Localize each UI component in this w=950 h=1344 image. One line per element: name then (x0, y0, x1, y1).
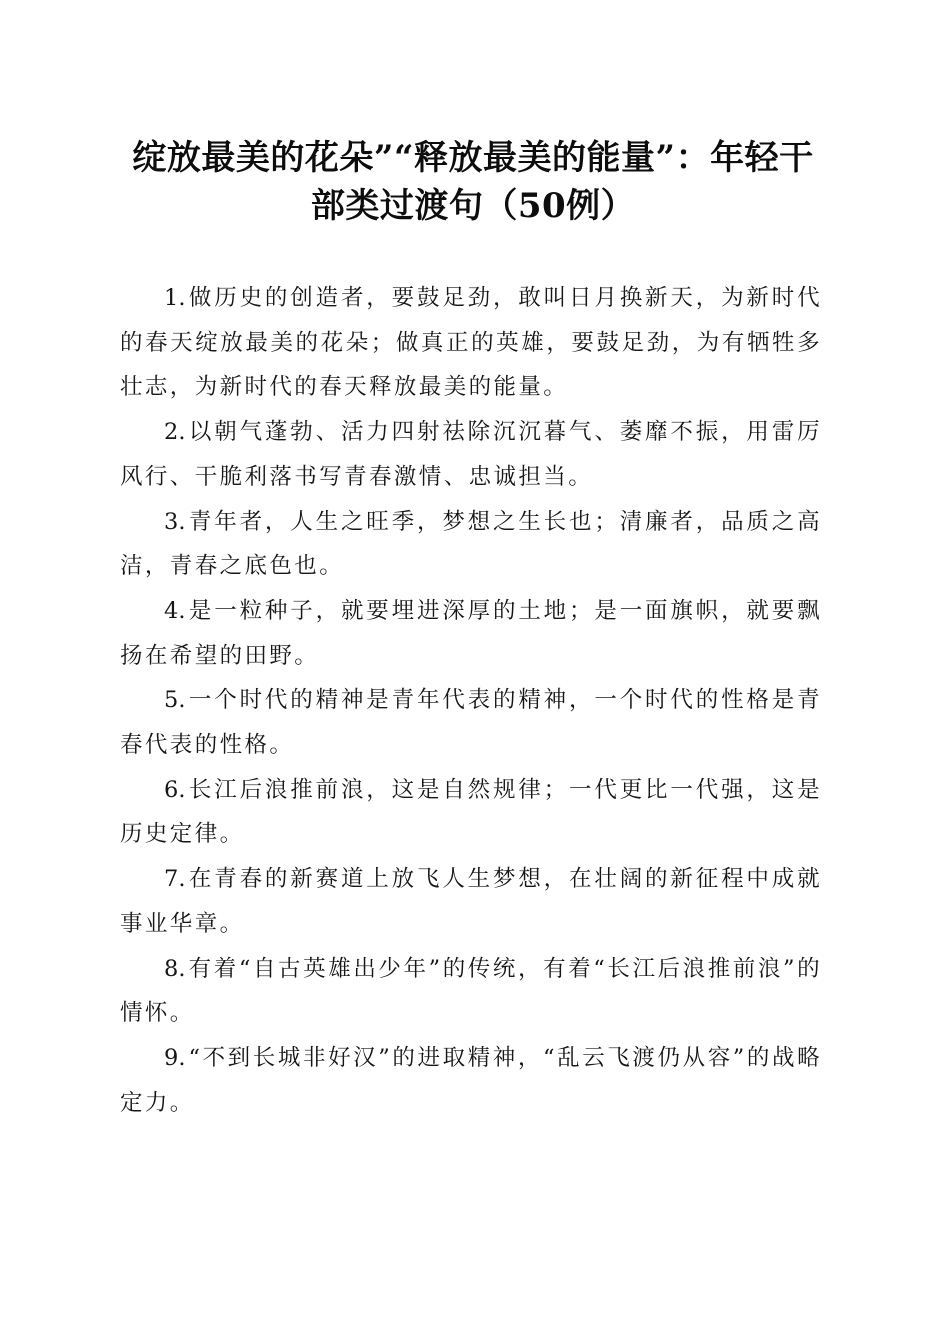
paragraph-number: 1. (164, 285, 186, 311)
paragraph-9 (120, 1036, 822, 1125)
paragraph-4 (120, 589, 822, 678)
paragraph-text: 是一粒种子，就要埋进深厚的土地；是一面旗帜，就要飘扬在希望的田野。 (120, 597, 822, 669)
paragraph-number: 7. (164, 866, 186, 893)
paragraph-text: 有着“自古英雄出少年”的传统，有着“长江后浪推前浪”的情怀。 (120, 955, 822, 1027)
paragraph-8 (120, 947, 822, 1036)
document-body (120, 276, 822, 1125)
paragraph-number: 6. (164, 776, 186, 803)
paragraph-text: 一个时代的精神是青年代表的精神，一个时代的性格是青春代表的性格。 (120, 687, 822, 759)
paragraph-5 (120, 678, 822, 767)
paragraph-number: 3. (164, 508, 186, 535)
paragraph-3 (120, 500, 822, 589)
paragraph-number: 9. (164, 1044, 186, 1071)
paragraph-6 (120, 768, 822, 857)
paragraph-text: “不到长城非好汉”的进取精神，“乱云飞渡仍从容”的战略定力。 (120, 1044, 822, 1116)
paragraph-text: 青年者，人生之旺季，梦想之生长也；清廉者，品质之高洁，青春之底色也。 (120, 508, 822, 580)
paragraph-2 (120, 410, 822, 499)
paragraph-number: 4. (164, 597, 186, 624)
paragraph-number: 2. (164, 419, 186, 446)
paragraph-number: 5. (164, 687, 186, 714)
paragraph-text: 做历史的创造者，要鼓足劲，敢叫日月换新天，为新时代的春天绽放最美的花朵；做真正的英雄，要鼓足劲，为有牺牲多壮志，为新时代的春天释放最美的能量。 (120, 285, 822, 401)
paragraph-text: 在青春的新赛道上放飞人生梦想，在壮阔的新征程中成就事业华章。 (120, 866, 822, 937)
paragraph-text: 以朝气蓬勃、活力四射祛除沉沉暮气、萎靡不振，用雷厉风行、干脆利落书写青春激情、忠诚担当。 (120, 419, 822, 490)
paragraph-text: 长江后浪推前浪，这是自然规律；一代更比一代强，这是历史定律。 (120, 776, 822, 848)
paragraph-number: 8. (164, 955, 186, 982)
paragraph-7 (120, 857, 822, 946)
paragraph-1 (120, 276, 822, 410)
document-title: 绽放最美的花朵”“释放最美的能量”：年轻干部类过渡句（50例） (132, 138, 814, 226)
